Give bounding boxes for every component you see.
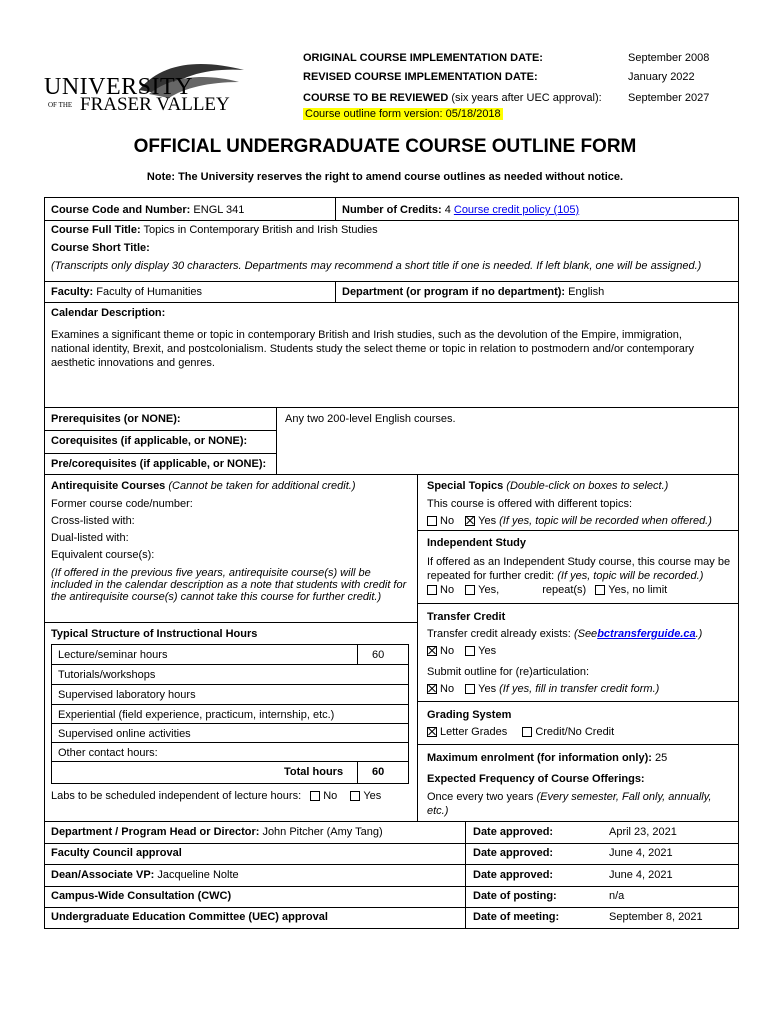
indep-study-text (427, 555, 735, 583)
department-row (342, 286, 604, 298)
submit-outline-options (427, 683, 659, 695)
approval-row-label (51, 911, 331, 923)
submit-no-label: No (440, 683, 455, 695)
prereq-value: Any two 200-level English courses. (285, 413, 456, 425)
total-hours-value: 60 (372, 766, 385, 778)
course-code-value: ENGL 341 (193, 204, 245, 216)
antireq-header (51, 480, 355, 492)
approval-value: John Pitcher (Amy Tang) (262, 826, 383, 838)
approval-value: Jacqueline Nolte (157, 869, 239, 881)
special-yes-note: (If yes, topic will be recorded when offered.) (499, 515, 712, 527)
logo-line2: FRASER VALLEY (80, 94, 230, 115)
orig-date-label: ORIGINAL COURSE IMPLEMENTATION DATE: (303, 52, 543, 64)
special-yes-checkbox[interactable] (465, 516, 475, 526)
transfer-exists-options (427, 645, 496, 657)
course-code-label: Course Code and Number: (51, 204, 191, 216)
approval-label: Campus-Wide Consultation (CWC) (51, 890, 232, 902)
credits-label: Number of Credits: (342, 204, 442, 216)
credits-row (342, 204, 579, 216)
indep-text: If offered as an Independent Study course, this course may be repeated for further credit: (427, 556, 731, 582)
credit-no-credit-label: Credit/No Credit (535, 726, 615, 738)
submit-yes-note: (If yes, fill in transfer credit form.) (499, 683, 660, 695)
enrolment-value: 25 (654, 752, 668, 764)
approval-date-value: n/a (609, 890, 625, 902)
rev-date-value: January 2022 (628, 71, 695, 83)
special-topics-note: (Double-click on boxes to select.) (506, 480, 669, 492)
grading-options (427, 726, 614, 738)
transfer-yes-label: Yes (478, 645, 497, 657)
dual-listed-label: Dual-listed with: (51, 532, 129, 544)
approval-date-label: Date of meeting: (473, 911, 560, 923)
special-yes-label: Yes (478, 515, 497, 527)
hours-row-value[interactable]: 60 (372, 649, 385, 661)
indep-no-label: No (440, 584, 455, 596)
antireq-note: (Cannot be taken for additional credit.) (168, 480, 356, 492)
special-topics-header (427, 480, 668, 492)
approval-row-label (51, 826, 383, 838)
transfer-yes-checkbox[interactable] (465, 646, 475, 656)
indep-options (427, 584, 667, 596)
special-topics-options (427, 515, 712, 527)
indep-nolimit-checkbox[interactable] (595, 585, 605, 595)
enrolment-label: Maximum enrolment (for information only): (427, 752, 652, 764)
transfer-exists-label: Transfer credit already exists: (427, 628, 571, 640)
indep-yes-checkbox[interactable] (465, 585, 475, 595)
logo-of-the: OF THE (48, 101, 73, 109)
faculty-value: Faculty of Humanities (96, 286, 203, 298)
orig-date-value: September 2008 (628, 52, 710, 64)
labs-label: Labs to be scheduled independent of lecture hours: (51, 790, 302, 802)
cross-listed-label: Cross-listed with: (51, 515, 135, 527)
transfer-see: (See (573, 628, 598, 640)
labs-row (51, 790, 381, 802)
special-no-checkbox[interactable] (427, 516, 437, 526)
approval-date-value: June 4, 2021 (609, 847, 673, 859)
antireq-footnote: (If offered in the previous five years, antirequisite course(s) will be included in the calendar description as a note that students with credit for the antirequisite course(s) cannot take this course for further credit.) (51, 567, 407, 603)
approval-row-label (51, 869, 239, 881)
review-label: COURSE TO BE REVIEWED (303, 92, 449, 104)
credit-no-credit-checkbox[interactable] (522, 727, 532, 737)
hours-row-label: Supervised laboratory hours (58, 689, 196, 701)
form-version: Course outline form version: 05/18/2018 (305, 108, 501, 120)
short-title-note: (Transcripts only display 30 characters. Departments may recommend a short title if one is needed. If left blank, one will be assigned.) (51, 260, 702, 272)
submit-no-checkbox[interactable] (427, 684, 437, 694)
grading-label: Grading System (427, 709, 512, 721)
logo-line1: UNIVERSITY (44, 74, 193, 100)
prereq-label: Prerequisites (or NONE): (51, 413, 181, 425)
indep-nolimit-label: Yes, no limit (608, 584, 668, 596)
review-date-row (303, 92, 602, 104)
hours-label: Typical Structure of Instructional Hours (51, 628, 258, 640)
credit-policy-link[interactable]: Course credit policy (105) (453, 204, 580, 216)
approval-row-label (51, 890, 234, 902)
special-topics-label: Special Topics (427, 480, 504, 492)
enrolment-row (427, 752, 667, 764)
frequency-value: Once every two years (427, 791, 534, 803)
transfer-label: Transfer Credit (427, 611, 506, 623)
approval-label: Faculty Council approval (51, 847, 182, 859)
indep-no-checkbox[interactable] (427, 585, 437, 595)
transfer-no-label: No (440, 645, 455, 657)
approval-row-label (51, 847, 185, 859)
frequency-note: (Every semester, Fall only, annually, etc.) (427, 791, 712, 817)
approval-date-label: Date approved: (473, 847, 554, 859)
transfer-exists-row: Transfer credit already exists: (Seebctransferguide.ca.) (427, 628, 703, 640)
labs-yes-checkbox[interactable] (350, 791, 360, 801)
approval-date-label: Date approved: (473, 826, 554, 838)
form-note: Note: The University reserves the right to amend course outlines as needed without notice. (146, 171, 624, 183)
total-hours-label: Total hours (284, 766, 344, 778)
approval-label: Undergraduate Education Committee (UEC) approval (51, 911, 328, 923)
transfer-no-checkbox[interactable] (427, 646, 437, 656)
indep-yes-label: Yes, (478, 584, 500, 596)
submit-yes-label: Yes (478, 683, 497, 695)
submit-outline-label: Submit outline for (re)articulation: (427, 666, 590, 678)
antireq-label: Antirequisite Courses (51, 480, 166, 492)
approval-date-value: September 8, 2021 (609, 911, 703, 923)
full-title-label: Course Full Title: (51, 224, 141, 236)
faculty-label: Faculty: (51, 286, 94, 298)
approval-date-value: June 4, 2021 (609, 869, 673, 881)
approval-label: Dean/Associate VP: (51, 869, 155, 881)
full-title-value: Topics in Contemporary British and Irish Studies (143, 224, 378, 236)
equivalent-label: Equivalent course(s): (51, 549, 155, 561)
bctransfer-link[interactable]: bctransferguide.ca (597, 628, 696, 640)
approval-date-label: Date approved: (473, 869, 554, 881)
form-title: OFFICIAL UNDERGRADUATE COURSE OUTLINE FORM (133, 136, 637, 157)
special-no-label: No (440, 515, 455, 527)
approval-label: Department / Program Head or Director: (51, 826, 260, 838)
course-code-row (51, 204, 244, 216)
dept-label: Department (or program if no department): (342, 286, 566, 298)
approval-date-label: Date of posting: (473, 890, 557, 902)
faculty-row (51, 286, 202, 298)
indep-repeat-label: repeat(s) (542, 584, 587, 596)
special-topics-text: This course is offered with different topics: (427, 498, 633, 510)
submit-yes-checkbox[interactable] (465, 684, 475, 694)
labs-no-label: No (323, 790, 338, 802)
coreq-label: Corequisites (if applicable, or NONE): (51, 435, 248, 447)
labs-yes-label: Yes (363, 790, 382, 802)
dept-value: English (568, 286, 605, 298)
hours-row-label: Tutorials/workshops (58, 669, 156, 681)
calendar-description: Examines a significant theme or topic in contemporary British and Irish studies, such as the devolution of the Empire, immigration, national identity, Brexit, and postcolonialism. Students study the select theme or topic in relation to postmodern and/or contemporary aesthetic innovations and genres. (51, 329, 695, 369)
labs-no-checkbox[interactable] (310, 791, 320, 801)
hours-row-label: Experiential (field experience, practicum, internship, etc.) (58, 709, 335, 721)
letter-grades-checkbox[interactable] (427, 727, 437, 737)
indep-study-label: Independent Study (427, 537, 526, 549)
credits-value: 4 (444, 204, 451, 216)
calendar-label: Calendar Description: (51, 307, 166, 319)
frequency-label: Expected Frequency of Course Offerings: (427, 773, 645, 785)
hours-row-label: Supervised online activities (58, 728, 191, 740)
short-title-label: Course Short Title: (51, 242, 150, 254)
university-logo (44, 60, 244, 120)
indep-text-note: (If yes, topic will be recorded.) (557, 570, 704, 582)
frequency-value-row (427, 790, 732, 818)
hours-row-label: Lecture/seminar hours (58, 649, 168, 661)
precoreq-label: Pre/corequisites (if applicable, or NONE): (51, 458, 267, 470)
former-code-label: Former course code/number: (51, 498, 193, 510)
review-date-value: September 2027 (628, 92, 710, 104)
letter-grades-label: Letter Grades (440, 726, 508, 738)
review-note: (six years after UEC approval): (451, 92, 602, 104)
approval-date-value: April 23, 2021 (609, 826, 677, 838)
rev-date-label: REVISED COURSE IMPLEMENTATION DATE: (303, 71, 538, 83)
hours-row-label: Other contact hours: (58, 747, 158, 759)
full-title-row (51, 224, 378, 236)
